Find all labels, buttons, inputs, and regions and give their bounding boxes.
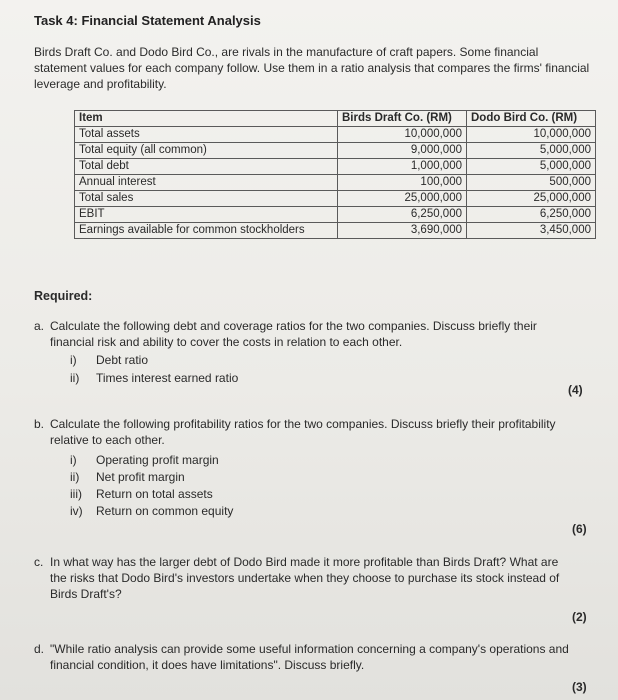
question-letter: a. [34, 319, 45, 333]
dodo-bird-value: 3,450,000 [467, 223, 596, 239]
row-label: Total assets [75, 127, 338, 143]
sub-item-number: ii) [70, 371, 80, 385]
sub-item [70, 469, 185, 485]
sub-item-text: Debt ratio [96, 353, 149, 367]
header-item: Item [75, 111, 338, 127]
dodo-bird-value: 10,000,000 [467, 127, 596, 143]
birds-draft-value: 100,000 [338, 175, 467, 191]
sub-item [70, 370, 238, 386]
sub-item-text: Times interest earned ratio [96, 371, 239, 385]
question-text: Calculate the following debt and coverage ratios for the two companies. Discuss briefly their financial risk and ability to cover the costs in relation to each other. [50, 319, 537, 349]
marks-a: (4) [568, 383, 583, 397]
table-row [75, 127, 596, 143]
sub-item-text: Return on total assets [96, 487, 213, 501]
question-text: In what way has the larger debt of Dodo Bird made it more profitable than Birds Draft? What are the risks that Dodo Bird's investors undertake when they choose to purchase its stock instead of Birds Draft's? [50, 555, 560, 601]
row-label: Total sales [75, 191, 338, 207]
marks-c: (2) [572, 610, 587, 624]
dodo-bird-value: 25,000,000 [467, 191, 596, 207]
table-row [75, 175, 596, 191]
row-label: Earnings available for common stockholders [75, 223, 338, 239]
row-label: EBIT [75, 207, 338, 223]
sub-item-text: Net profit margin [96, 470, 185, 484]
row-label: Annual interest [75, 175, 338, 191]
question-letter: d. [34, 642, 45, 656]
sub-item-text: Operating profit margin [96, 453, 219, 467]
sub-item-number: i) [70, 353, 77, 367]
dodo-bird-value: 500,000 [467, 175, 596, 191]
dodo-bird-value: 6,250,000 [467, 207, 596, 223]
intro-paragraph: Birds Draft Co. and Dodo Bird Co., are rivals in the manufacture of craft papers. Some financial statement values for each company follow. Use them in a ratio analysis that compares the firms' financial leverage and profitability. [34, 45, 590, 91]
birds-draft-value: 9,000,000 [338, 143, 467, 159]
table-row [75, 143, 596, 159]
sub-item-number: iii) [70, 487, 82, 501]
birds-draft-value: 10,000,000 [338, 127, 467, 143]
question-text: Calculate the following profitability ratios for the two companies. Discuss briefly their profitability relative to each other. [50, 417, 556, 447]
row-label: Total equity (all common) [75, 143, 338, 159]
birds-draft-value: 6,250,000 [338, 207, 467, 223]
birds-draft-value: 25,000,000 [338, 191, 467, 207]
table-row [75, 207, 596, 223]
header-dodo-bird: Dodo Bird Co. (RM) [467, 111, 596, 127]
row-label: Total debt [75, 159, 338, 175]
sub-item [70, 503, 233, 519]
question-letter: c. [34, 555, 44, 569]
birds-draft-value: 1,000,000 [338, 159, 467, 175]
sub-item [70, 452, 219, 468]
sub-item-number: iv) [70, 504, 83, 518]
sub-item [70, 486, 213, 502]
sub-item-number: ii) [70, 470, 80, 484]
birds-draft-value: 3,690,000 [338, 223, 467, 239]
header-birds-draft: Birds Draft Co. (RM) [338, 111, 467, 127]
sub-item-text: Return on common equity [96, 504, 234, 518]
question-text: "While ratio analysis can provide some useful information concerning a company's operations and financial condition, it does have limitations". Discuss briefly. [50, 642, 569, 672]
marks-d: (3) [572, 680, 587, 694]
table-row [75, 191, 596, 207]
marks-b: (6) [572, 522, 587, 536]
sub-item-number: i) [70, 453, 77, 467]
table-header-row [75, 111, 596, 127]
table-row [75, 159, 596, 175]
required-heading: Required: [34, 289, 93, 303]
table-row [75, 223, 596, 239]
dodo-bird-value: 5,000,000 [467, 159, 596, 175]
task-title: Task 4: Financial Statement Analysis [34, 13, 261, 28]
financial-table [74, 110, 596, 239]
dodo-bird-value: 5,000,000 [467, 143, 596, 159]
question-letter: b. [34, 417, 45, 431]
sub-item [70, 352, 148, 368]
